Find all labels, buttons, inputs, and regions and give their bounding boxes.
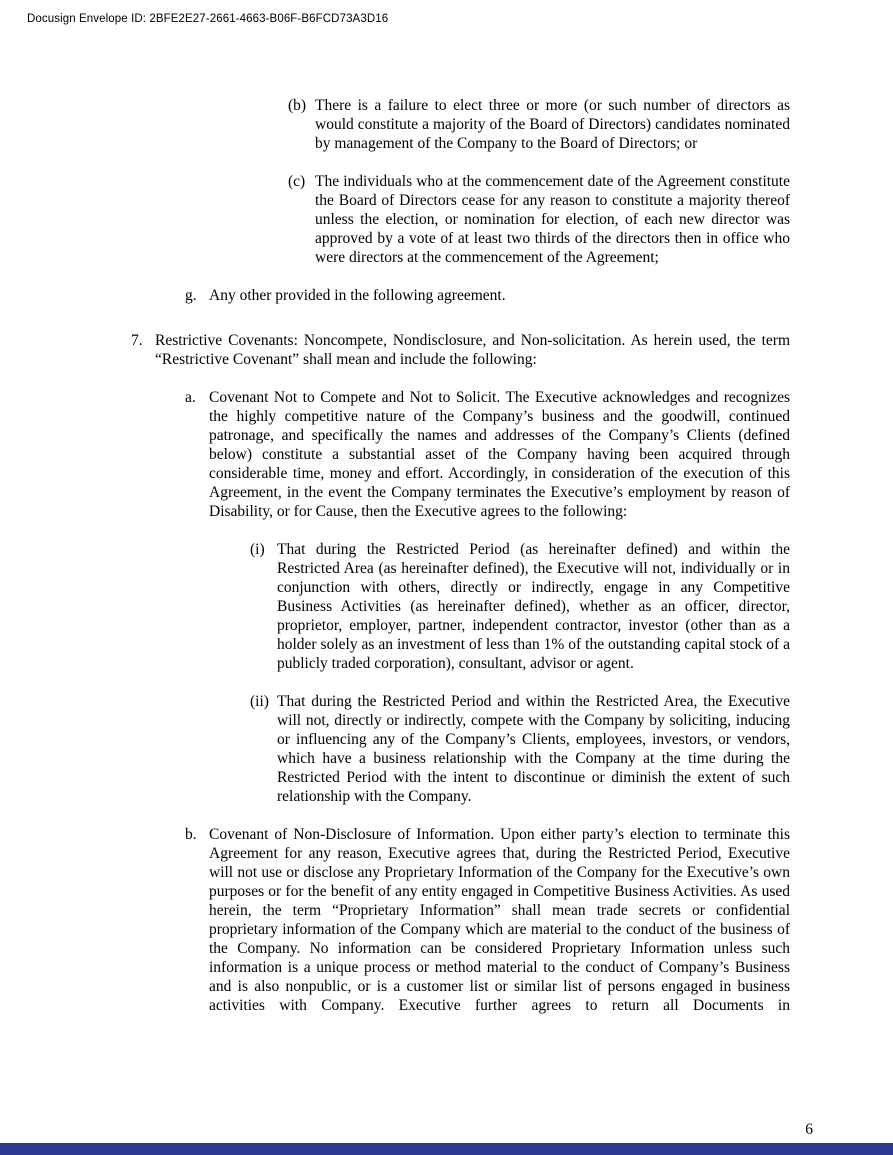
list-marker: (c) (288, 173, 306, 190)
list-marker: (b) (288, 97, 307, 114)
list-marker: a. (185, 389, 196, 406)
list-marker: g. (185, 287, 197, 304)
list-marker: 7. (131, 332, 143, 349)
list-marker: (ii) (250, 693, 269, 710)
list-item-ii (131, 692, 790, 806)
list-item-text: Covenant of Non-Disclosure of Information. Upon either party’s election to terminate this Agreement for any reason, Executive agrees that, during the Restricted Period, Executive will not use or disclose any Proprietary Information of the Company for the Executive’s own purposes or for the benefit of any entity engaged in Competitive Business Activities. As used herein, the term “Proprietary Information” shall mean trade secrets or confidential proprietary information of the Company which are material to the conduct of the business of the Company. No information can be considered Proprietary Information unless such information is a unique process or method material to the conduct of Company’s Business and is also nonpublic, or is a customer list or similar list of persons engaged in business activities with Company. Executive further agrees to return all Documents in (209, 826, 790, 1014)
list-item-b (131, 96, 790, 153)
list-item-text: Any other provided in the following agreement. (209, 287, 506, 304)
list-item-c (131, 172, 790, 267)
list-item-b-covenant (131, 825, 790, 1015)
list-marker: b. (185, 826, 197, 843)
list-item-text: That during the Restricted Period (as hereinafter defined) and within the Restricted Area (as hereinafter defined), the Executive will not, individually or in conjunction with others, directly or indirectly, engage in any Competitive Business Activities (as hereinafter defined), whether as an officer, director, proprietor, employer, partner, independent contractor, investor (other than as a holder solely as an investment of less than 1% of the outstanding capital stock of a publicly traded corporation), consultant, advisor or agent. (277, 541, 790, 672)
list-item-a (131, 388, 790, 521)
section-7-heading (131, 331, 790, 369)
docusign-envelope-id: Docusign Envelope ID: 2BFE2E27-2661-4663-B06F-B6FCD73A3D16 (27, 13, 389, 25)
page-number: 6 (805, 1121, 813, 1138)
section-heading-text: Restrictive Covenants: Noncompete, Nondisclosure, and Non-solicitation. As herein used, the term “Restrictive Covenant” shall mean and include the following: (155, 332, 790, 368)
list-item-text: Covenant Not to Compete and Not to Solicit. The Executive acknowledges and recognizes the highly competitive nature of the Company’s business and the goodwill, continued patronage, and specifically the names and addresses of the Company’s Clients (defined below) constitute a substantial asset of the Company having been acquired through considerable time, money and effort. Accordingly, in consideration of the execution of this Agreement, in the event the Company terminates the Executive’s employment by reason of Disability, or for Cause, then the Executive agrees to the following: (209, 389, 790, 520)
list-item-text: The individuals who at the commencement date of the Agreement constitute the Board of Directors cease for any reason to constitute a majority thereof unless the election, or nomination for election, of each new director was approved by a vote of at least two thirds of the directors then in office who were directors at the commencement of the Agreement; (315, 173, 790, 266)
list-item-text: There is a failure to elect three or more (or such number of directors as would constitute a majority of the Board of Directors) candidates nominated by management of the Company to the Board of Directors; or (315, 97, 790, 152)
document-body (131, 96, 790, 1034)
list-item-g (131, 286, 790, 305)
bottom-bar (0, 1143, 893, 1155)
list-marker: (i) (250, 541, 265, 558)
list-item-i (131, 540, 790, 673)
list-item-text: That during the Restricted Period and within the Restricted Area, the Executive will not, directly or indirectly, compete with the Company by soliciting, inducing or influencing any of the Company’s Clients, employees, investors, or vendors, which have a business relationship with the Company at the time during the Restricted Period with the intent to discontinue or diminish the extent of such relationship with the Company. (277, 693, 790, 805)
